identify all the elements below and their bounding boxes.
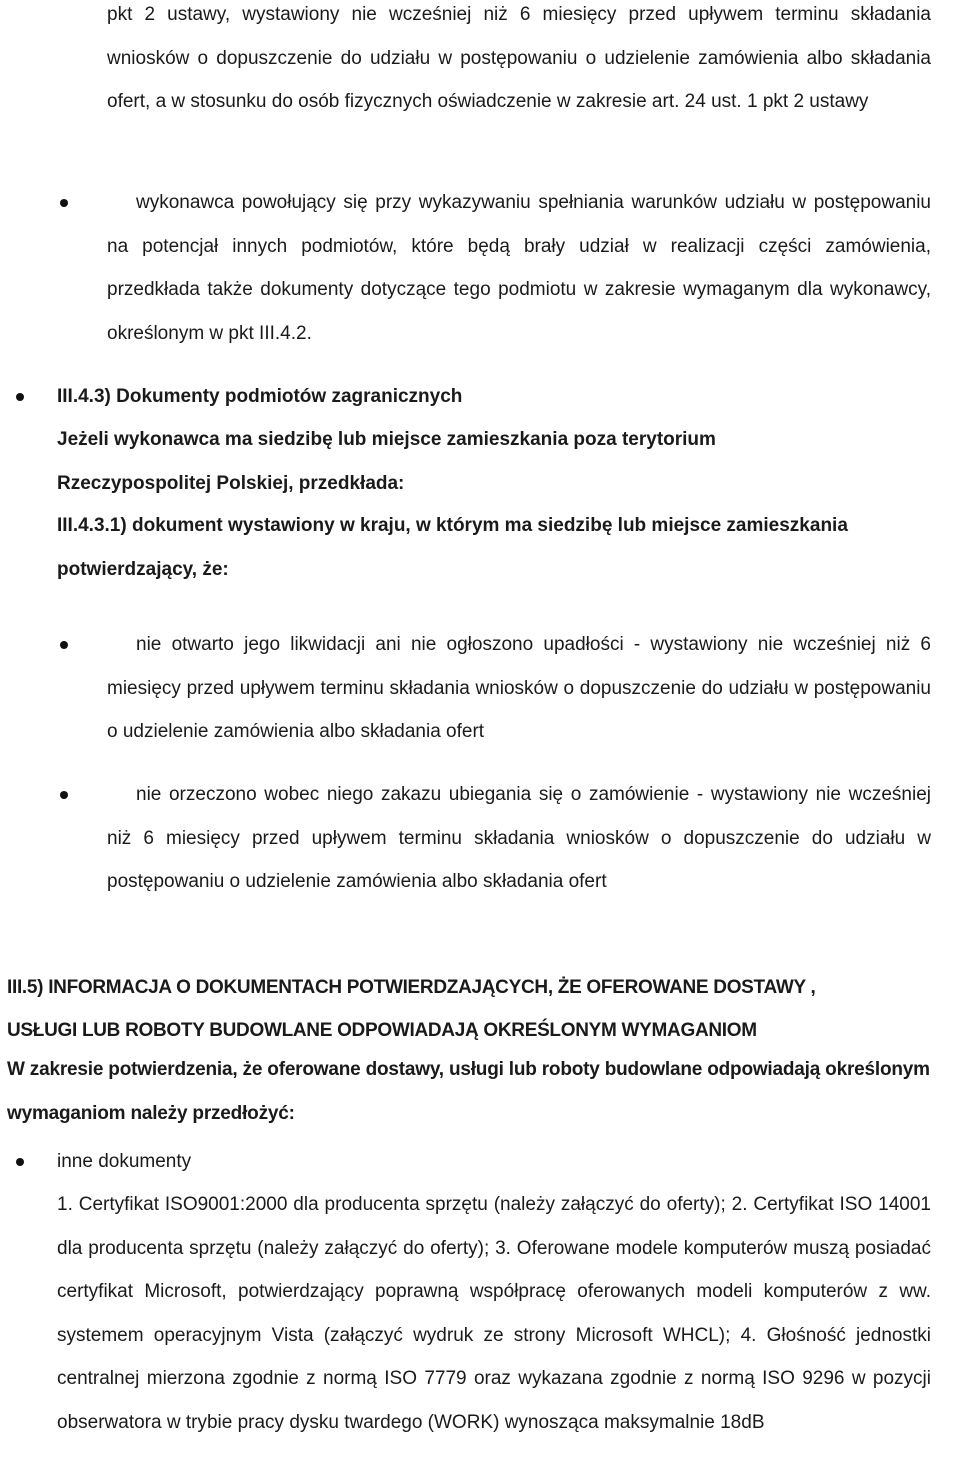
section-5-intro: W zakresie potwierdzenia, że oferowane dostawy, usługi lub roboty budowlane odpowiadają określonym wymaganiom należy przedłożyć: <box>7 1059 930 1124</box>
list-item-ban: nie orzeczono wobec niego zakazu ubiegania się o zamówienie - wystawiony nie wcześniej niż 6 miesięcy przed upływem terminu składania wniosków o dopuszczenie do udziału w postępowaniu o udzielenie zamówienia albo składania ofert <box>107 784 931 892</box>
bullet-icon <box>16 393 24 401</box>
sub-heading-4331: III.4.3.1) dokument wystawiony w kraju, w którym ma siedzibę lub miejsce zamieszkania potwierdzający, że: <box>57 515 848 580</box>
foreign-intro: Jeżeli wykonawca ma siedzibę lub miejsce zamieszkania poza terytorium Rzeczypospolitej Polskiej, przedkłada: <box>57 429 716 494</box>
bullet-label-other-docs: inne dokumenty <box>57 1151 192 1172</box>
bullet-icon <box>16 1158 24 1166</box>
certificates-details: 1. Certyfikat ISO9001:2000 dla producenta sprzętu (należy załączyć do oferty); 2. Certyfikat ISO 14001 dla producenta sprzętu (należy załączyć do oferty); 3. Oferowane modele komputerów muszą posiadać certyfikat Microsoft, potwierdzający poprawną współpracę oferowanych modeli komputerów z ww. systemem operacyjnym Vista (załączyć wydruk ze strony Microsoft WHCL); 4. Głośność jednostki centralnej mierzona zgodnie z normą ISO 7779 oraz wykazana zgodnie z normą ISO 9296 w pozycji obserwatora w trybie pracy dysku twardego (WORK) wynosząca maksymalnie 18dB <box>57 1194 931 1433</box>
bullet-icon <box>60 791 68 799</box>
bullet-icon <box>60 641 68 649</box>
continued-paragraph: pkt 2 ustawy, wystawiony nie wcześniej niż 6 miesięcy przed upływem terminu składania wniosków o dopuszczenie do udziału w postępowaniu o udzielenie zamówienia albo składania ofert, a w stosunku do osób fizycznych oświadczenie w zakresie art. 24 ust. 1 pkt 2 ustawy <box>107 4 931 112</box>
section-heading-433: III.4.3) Dokumenty podmiotów zagranicznych <box>57 386 463 407</box>
list-item-liquidation: nie otwarto jego likwidacji ani nie ogłoszono upadłości - wystawiony nie wcześniej niż 6 miesięcy przed upływem terminu składania wniosków o dopuszczenie do udziału w postępowaniu o udzielenie zamówienia albo składania ofert <box>107 634 931 742</box>
section-heading-5-line2: USŁUGI LUB ROBOTY BUDOWLANE ODPOWIADAJĄ OKREŚLONYM WYMAGANIOM <box>7 1020 757 1041</box>
reliance-paragraph: wykonawca powołujący się przy wykazywaniu spełniania warunków udziału w postępowaniu na potencjał innych podmiotów, które będą brały udział w realizacji części zamówienia, przedkłada także dokumenty dotyczące tego podmiotu w zakresie wymaganym dla wykonawcy, określonym w pkt III.4.2. <box>107 192 931 344</box>
section-heading-5-line1: III.5) INFORMACJA O DOKUMENTACH POTWIERDZAJĄCYCH, ŻE OFEROWANE DOSTAWY , <box>7 977 816 998</box>
bullet-icon <box>60 199 68 207</box>
